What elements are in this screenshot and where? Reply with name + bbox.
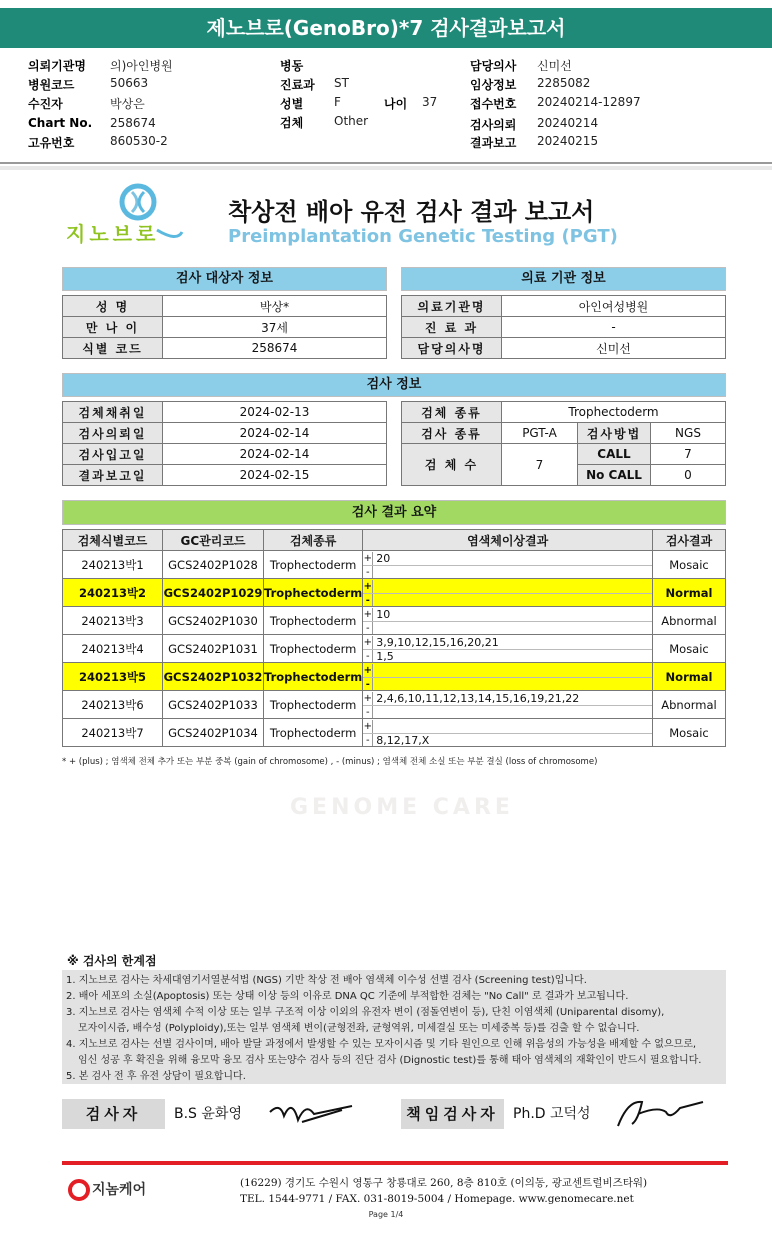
minus-row [363,649,652,662]
result-cell: Normal [653,579,726,607]
result-cell: Abnormal [653,691,726,719]
header-key: 성별 [280,97,304,111]
field-value: 37세 [163,317,387,338]
result-cell: Mosaic [653,719,726,747]
plus-row [363,552,652,565]
header-key: 고유번호 [28,136,75,150]
column-header: 검체종류 [264,530,363,551]
chromosome-result-cell [363,607,653,635]
tester-label: 검사자 [62,1099,165,1129]
table-row [63,579,726,607]
header-value: Other [334,114,369,128]
minus-chromosomes [373,566,376,578]
header-value: 20240214-12897 [537,95,641,109]
genomecare-logo [68,1179,146,1201]
chief-signature-icon [608,1090,708,1132]
minus-chromosomes [373,678,376,690]
minus-sign: - [363,650,373,662]
table-row [63,635,726,663]
genomecare-logo-icon [68,1179,90,1201]
result-cell: Normal [653,663,726,691]
field-label: 담당의사명 [402,338,502,359]
limit-line: 임신 성공 후 확진을 위해 융모막 융모 검사 또는양수 검사 등의 진단 검사 (Dignostic test)를 통해 태아 염색체의 재확인이 반드시 필요합니다. [78,1055,702,1066]
plus-sign: + [363,636,372,648]
specimen-type-cell: Trophectoderm [264,635,363,663]
watermark: GENOME CARE [290,795,514,820]
field-label: 만 나 이 [63,317,163,338]
plus-chromosomes: 2,4,6,10,11,12,13,14,15,16,19,21,22 [376,691,580,705]
field-label: 검체채취일 [63,402,163,423]
header-key: 검사의뢰 [470,118,517,132]
specimen-type-cell: Trophectoderm [264,719,363,747]
plus-row [363,664,652,677]
plus-sign: + [363,664,372,676]
contact-line: TEL. 1544-9771 / FAX. 031-8019-5004 / Homepage. www.genomecare.net [240,1193,634,1205]
field-value: 박상* [163,296,387,317]
plus-sign: + [363,720,372,732]
specimen-type-cell: Trophectoderm [264,607,363,635]
chromosome-result-cell [363,551,653,579]
plus-chromosomes [373,720,376,733]
plus-chromosomes [373,580,376,593]
field-value: 2024-02-14 [163,423,387,444]
field-value: Trophectoderm [502,402,726,423]
footer-divider [62,1161,728,1165]
field-value: 0 [651,465,726,486]
plus-sign: + [363,692,372,704]
plus-sign: + [363,552,372,564]
field-label: 검사 종류 [402,423,502,444]
plus-row [363,692,652,705]
specimen-type-cell: Trophectoderm [264,551,363,579]
minus-chromosomes: 1,5 [376,649,394,663]
column-header: GC관리코드 [163,530,264,551]
header-key: Chart No. [28,116,93,130]
column-header: 염색체이상결과 [363,530,653,551]
minus-row [363,733,652,746]
table-row [63,719,726,747]
specimen-id-cell: 240213박7 [63,719,163,747]
field-value: PGT-A [502,423,578,444]
gc-code-cell: GCS2402P1033 [163,691,264,719]
header-value: 2285082 [537,76,591,90]
exam-dates-table [62,401,387,486]
minus-row [363,593,652,606]
header-key: 병원코드 [28,78,75,92]
field-label: 검 체 수 [402,444,502,486]
table-row [63,691,726,719]
genobro-logo [62,180,192,250]
plus-row [363,608,652,621]
specimen-id-cell: 240213박2 [63,579,163,607]
page-number: Page 1/4 [368,1210,404,1219]
header-value: ST [334,76,349,90]
field-value: 258674 [163,338,387,359]
chief-label: 책임검사자 [401,1099,504,1129]
chromosome-result-cell [363,691,653,719]
tester-signature-icon [262,1092,362,1132]
exam-info-header: 검사 정보 [62,373,726,397]
limit-line: 1. 지노브로 검사는 차세대염기서열분석법 (NGS) 기반 착상 전 배아 염색체 이수성 선별 검사 (Screening test)입니다. [66,975,587,986]
subject-info-table [62,295,387,359]
plus-row [363,636,652,649]
minus-row [363,621,652,634]
minus-sign: - [363,594,373,606]
gc-code-cell: GCS2402P1034 [163,719,264,747]
field-label: 검사의뢰일 [63,423,163,444]
field-value: 2024-02-15 [163,465,387,486]
limits-box [62,970,726,1084]
column-header: 검체식별코드 [63,530,163,551]
limit-line: 2. 배아 세포의 소실(Apoptosis) 또는 상태 이상 등의 이유로 DNA QC 기준에 부적합한 검체는 "No Call" 로 결과가 보고됩니다. [66,991,629,1002]
field-value: 7 [502,444,578,486]
field-value: 2024-02-13 [163,402,387,423]
gc-code-cell: GCS2402P1028 [163,551,264,579]
logo-wordmark: 지노브로 [66,222,160,246]
result-cell: Mosaic [653,635,726,663]
limit-line: 모자이시즘, 배수성 (Polyploidy),또는 일부 염색체 변이(균형전좌, 균형역위, 미세결실 또는 미세중복 등)를 검출 할 수 없습니다. [78,1023,640,1034]
header-value: 258674 [110,116,156,130]
field-value: 7 [651,444,726,465]
header-value: 20240214 [537,116,599,130]
specimen-id-cell: 240213박5 [63,663,163,691]
header-value: 50663 [110,76,149,90]
summary-header: 검사 결과 요약 [62,500,726,525]
field-label: 식별 코드 [63,338,163,359]
header-value: 신미선 [537,59,572,73]
plus-sign: + [363,580,372,592]
result-cell: Abnormal [653,607,726,635]
specimen-id-cell: 240213박3 [63,607,163,635]
minus-row [363,565,652,578]
minus-row [363,677,652,690]
sub-title: Preimplantation Genetic Testing (PGT) [228,226,618,247]
exam-specimen-table [401,401,726,486]
minus-row [363,705,652,718]
field-value: 아인여성병원 [502,296,726,317]
minus-sign: - [363,566,373,578]
header-key: 진료과 [280,78,315,92]
company-name: 지놈케어 [92,1182,147,1198]
minus-chromosomes [373,622,376,634]
field-label: CALL [578,444,651,465]
minus-chromosomes [373,706,376,718]
institution-info-table [401,295,726,359]
table-row [63,663,726,691]
table-row [63,551,726,579]
plus-chromosomes: 20 [376,551,391,565]
header-key: 담당의사 [470,59,517,73]
institution-info-header: 의료 기관 정보 [401,267,726,291]
divider [0,166,772,170]
plus-chromosomes: 3,9,10,12,15,16,20,21 [376,635,499,649]
field-label: 결과보고일 [63,465,163,486]
specimen-id-cell: 240213박4 [63,635,163,663]
chromosome-result-cell [363,579,653,607]
plus-chromosomes: 10 [376,607,391,621]
plus-chromosomes [373,664,376,677]
field-value: 2024-02-14 [163,444,387,465]
minus-chromosomes: 8,12,17,X [376,733,430,747]
table-row [63,607,726,635]
minus-sign: - [363,678,373,690]
header-key: 수진자 [28,97,63,111]
field-label: 검사입고일 [63,444,163,465]
limits-title: ※ 검사의 한계점 [67,954,157,968]
minus-chromosomes [373,594,376,606]
header-value: 860530-2 [110,134,168,148]
specimen-type-cell: Trophectoderm [264,579,363,607]
report-title: 제노브로(GenoBro)*7 검사결과보고서 [206,16,566,40]
specimen-type-cell: Trophectoderm [264,691,363,719]
plus-row [363,720,652,733]
main-title: 착상전 배아 유전 검사 결과 보고서 [228,198,595,226]
limit-line: 3. 지노브로 검사는 염색체 수적 이상 또는 일부 구조적 이상 이외의 유전자 변이 (점돌연변이 등), 단친 이염색체 (Uniparental disomy), [66,1007,665,1018]
patient-header [0,54,772,164]
gc-code-cell: GCS2402P1029 [163,579,264,607]
specimen-type-cell: Trophectoderm [264,663,363,691]
header-key: 검체 [280,116,304,130]
specimen-id-cell: 240213박1 [63,551,163,579]
field-value: - [502,317,726,338]
minus-sign: - [363,734,373,746]
field-label: 검사방법 [578,423,651,444]
minus-sign: - [363,706,373,718]
limit-line: 4. 지노브로 검사는 선별 검사이며, 배아 발달 과정에서 발생할 수 있는 모자이시즘 및 기타 원인으로 인해 위음성의 가능성을 배제할 수 없으므로, [66,1039,697,1050]
footer-address [240,1175,647,1207]
column-header: 검사결과 [653,530,726,551]
gc-code-cell: GCS2402P1031 [163,635,264,663]
header-key: 결과보고 [470,136,517,150]
gc-code-cell: GCS2402P1032 [163,663,264,691]
field-label: 성 명 [63,296,163,317]
header-key: 병동 [280,59,304,73]
chief-name: Ph.D 고덕성 [513,1106,591,1122]
plus-row [363,580,652,593]
chromosome-result-cell [363,719,653,747]
header-value: 박상은 [110,97,145,111]
field-label: 검체 종류 [402,402,502,423]
limit-line: 5. 본 검사 전 후 유전 상담이 필요합니다. [66,1071,246,1082]
field-label: 의료기관명 [402,296,502,317]
header-key: 임상정보 [470,78,517,92]
gc-code-cell: GCS2402P1030 [163,607,264,635]
header-key: 나이 [384,97,408,111]
field-label: No CALL [578,465,651,486]
tester-name: B.S 윤화영 [174,1106,242,1122]
chromosome-result-cell [363,635,653,663]
subject-info-header: 검사 대상자 정보 [62,267,387,291]
result-cell: Mosaic [653,551,726,579]
chromosome-result-cell [363,663,653,691]
summary-table [62,529,726,747]
minus-sign: - [363,622,373,634]
header-key: 접수번호 [470,97,517,111]
plus-sign: + [363,608,372,620]
address-line: (16229) 경기도 수원시 영통구 창룡대로 260, 8층 810호 (이의동, 광교센트럴비즈타워) [240,1177,648,1189]
specimen-id-cell: 240213박6 [63,691,163,719]
report-title-bar [0,8,772,48]
header-value: 20240215 [537,134,599,148]
header-value: F [334,95,341,109]
header-value: 37 [422,95,438,109]
field-value: NGS [651,423,726,444]
field-value: 신미선 [502,338,726,359]
header-key: 의뢰기관명 [28,59,86,73]
header-value: 의)아인병원 [110,59,173,73]
field-label: 진 료 과 [402,317,502,338]
footnote: * + (plus) ; 염색체 전체 추가 또는 부분 중복 (gain of chromosome) , - (minus) ; 염색체 전체 소실 또는 부분 결실 (loss of chromosome) [62,757,598,767]
